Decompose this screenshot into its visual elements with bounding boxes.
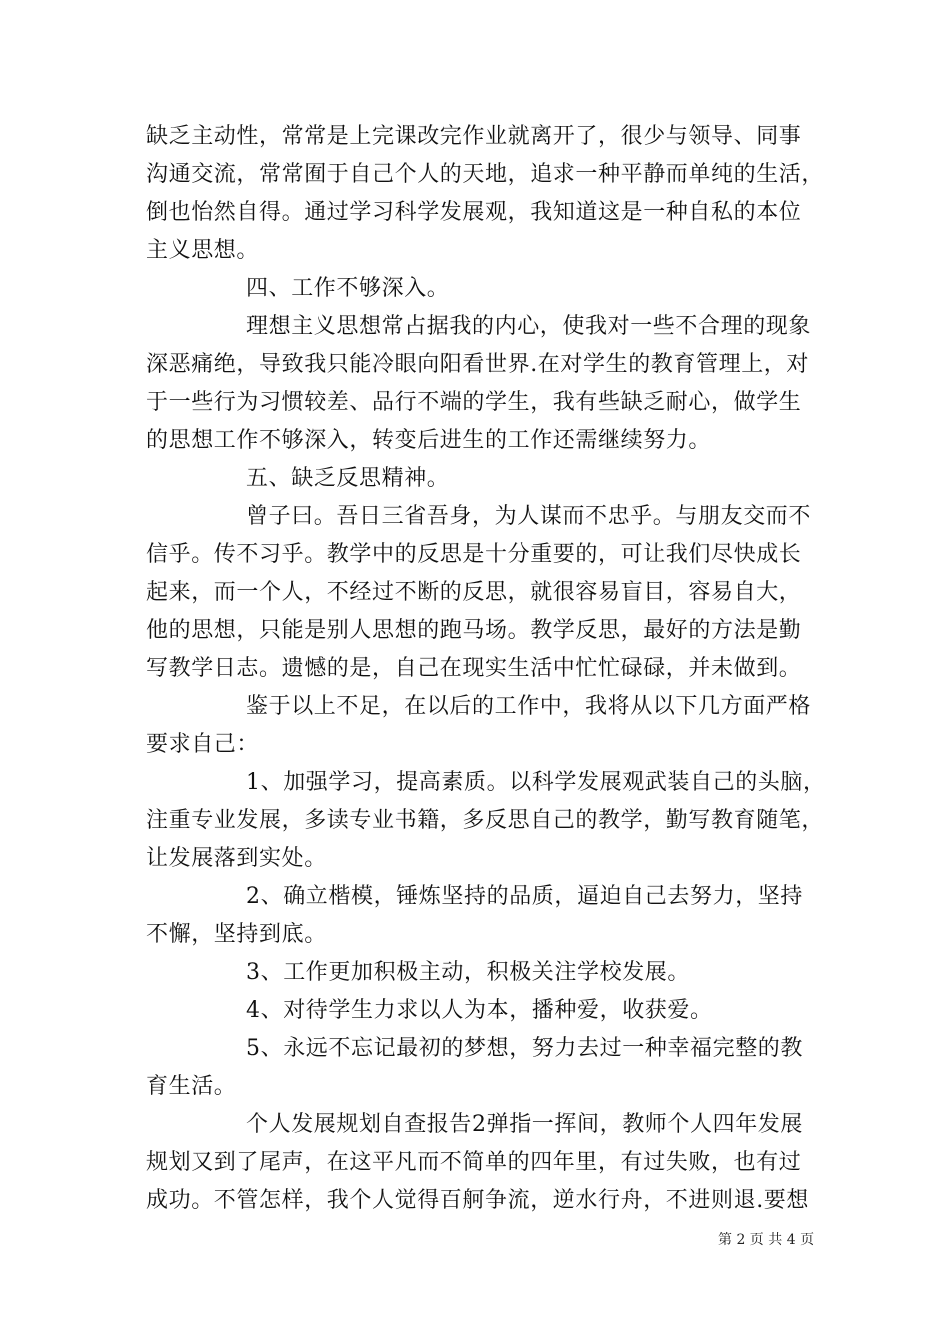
text-line: 个人发展规划自查报告2弹指一挥间，教师个人四年发展 xyxy=(246,1112,803,1137)
text-line: 不懈，坚持到底。 xyxy=(146,922,327,947)
text-line: 起来，而一个人，不经过不断的反思，就很容易盲目，容易自大， xyxy=(146,580,802,605)
text-line: 沟通交流，常常囿于自己个人的天地，追求一种平静而单纯的生活， xyxy=(146,162,825,187)
list-item: 1、加强学习，提高素质。以科学发展观武装自己的头脑， xyxy=(246,770,826,795)
text-line: 他的思想，只能是别人思想的跑马场。教学反思，最好的方法是勤 xyxy=(146,618,802,643)
list-item: 5、永远不忘记最初的梦想，努力去过一种幸福完整的教 xyxy=(246,1036,803,1061)
text-line: 理想主义思想常占据我的内心，使我对一些不合理的现象 xyxy=(246,314,812,339)
text-line: 要求自己： xyxy=(146,732,260,757)
list-item: 3、工作更加积极主动，积极关注学校发展。 xyxy=(246,960,690,985)
text-line: 主义思想。 xyxy=(146,238,260,263)
text-line: 让发展落到实处。 xyxy=(146,846,327,871)
text-line: 写教学日志。遗憾的是，自己在现实生活中忙忙碌碌，并未做到。 xyxy=(146,656,802,681)
text-line: 信乎。传不习乎。教学中的反思是十分重要的，可让我们尽快成长 xyxy=(146,542,802,567)
text-line: 育生活。 xyxy=(146,1074,237,1099)
section-heading: 五、缺乏反思精神。 xyxy=(246,466,450,491)
text-line: 曾子曰。吾日三省吾身，为人谋而不忠乎。与朋友交而不 xyxy=(246,504,812,529)
text-line: 规划又到了尾声，在这平凡而不简单的四年里，有过失败，也有过 xyxy=(146,1150,802,1175)
section-heading: 四、工作不够深入。 xyxy=(246,276,450,301)
text-line: 注重专业发展，多读专业书籍，多反思自己的教学，勤写教育随笔， xyxy=(146,808,825,833)
text-line: 倒也怡然自得。通过学习科学发展观，我知道这是一种自私的本位 xyxy=(146,200,802,225)
list-item: 4、对待学生力求以人为本，播种爱，收获爱。 xyxy=(246,998,713,1023)
text-line: 的思想工作不够深入，转变后进生的工作还需继续努力。 xyxy=(146,428,712,453)
text-line: 于一些行为习惯较差、品行不端的学生，我有些缺乏耐心，做学生 xyxy=(146,390,802,415)
text-line: 成功。不管怎样，我个人觉得百舸争流，逆水行舟，不进则退.要想 xyxy=(146,1188,809,1213)
text-line: 缺乏主动性，常常是上完课改完作业就离开了，很少与领导、同事 xyxy=(146,124,802,149)
text-line: 深恶痛绝，导致我只能冷眼向阳看世界.在对学生的教育管理上，对 xyxy=(146,352,809,377)
list-item: 2、确立楷模，锤炼坚持的品质，逼迫自己去努力，坚持 xyxy=(246,884,803,909)
text-line: 鉴于以上不足，在以后的工作中，我将从以下几方面严格 xyxy=(246,694,812,719)
page-number-footer: 第 2 页 共 4 页 xyxy=(718,1232,815,1248)
